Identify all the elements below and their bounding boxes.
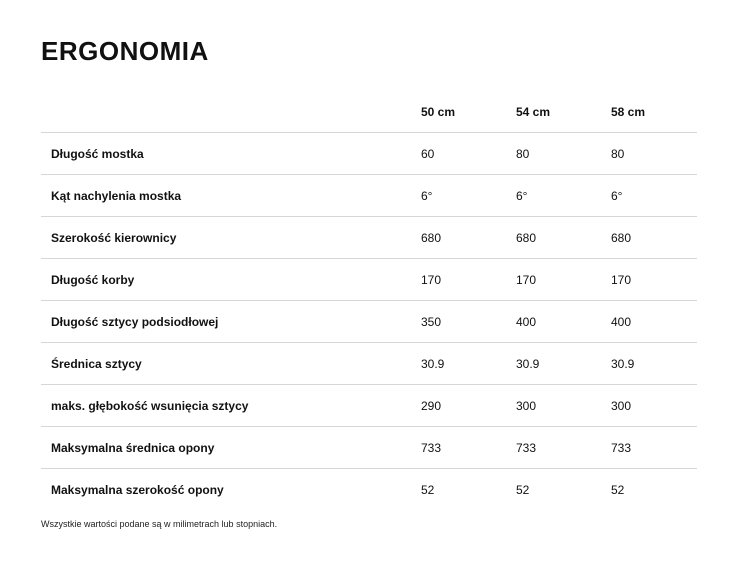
cell-value: 680 xyxy=(506,217,601,259)
cell-value: 30.9 xyxy=(601,343,697,385)
column-header-size: 58 cm xyxy=(601,92,697,133)
cell-value: 6° xyxy=(411,175,506,217)
row-label: Długość mostka xyxy=(41,133,411,175)
table-header-row xyxy=(41,92,697,133)
cell-value: 300 xyxy=(601,385,697,427)
cell-value: 680 xyxy=(601,217,697,259)
cell-value: 30.9 xyxy=(411,343,506,385)
cell-value: 6° xyxy=(506,175,601,217)
row-label: Maksymalna średnica opony xyxy=(41,427,411,469)
table-row xyxy=(41,301,697,343)
cell-value: 80 xyxy=(506,133,601,175)
cell-value: 60 xyxy=(411,133,506,175)
cell-value: 733 xyxy=(601,427,697,469)
row-label: Kąt nachylenia mostka xyxy=(41,175,411,217)
column-header-label xyxy=(41,92,411,133)
cell-value: 170 xyxy=(506,259,601,301)
cell-value: 52 xyxy=(421,482,435,497)
cell-value: 680 xyxy=(411,217,506,259)
cell-value: 733 xyxy=(411,427,506,469)
cell-value: 80 xyxy=(601,133,697,175)
cell-value: 350 xyxy=(411,301,506,343)
cell-value: 170 xyxy=(601,259,697,301)
row-label: Długość sztycy podsiodłowej xyxy=(41,301,411,343)
cell-value: 400 xyxy=(601,301,697,343)
cell-value: 170 xyxy=(411,259,506,301)
column-header-size: 50 cm xyxy=(411,92,506,133)
cell-value: 52 xyxy=(611,482,625,497)
cell-value: 400 xyxy=(506,301,601,343)
row-label: Średnica sztycy xyxy=(41,343,411,385)
cell-value: 733 xyxy=(506,427,601,469)
table-row xyxy=(41,427,697,469)
row-label: maks. głębokość wsunięcia sztycy xyxy=(41,385,411,427)
table-row xyxy=(41,133,697,175)
cell-value: 300 xyxy=(506,385,601,427)
cell-value: 290 xyxy=(411,385,506,427)
table-row xyxy=(41,259,697,301)
table-row xyxy=(41,175,697,217)
row-label: Szerokość kierownicy xyxy=(41,217,411,259)
table-row xyxy=(41,217,697,259)
row-label: Maksymalna szerokość opony xyxy=(51,482,224,497)
cell-value: 52 xyxy=(516,482,530,497)
ergonomics-table xyxy=(41,92,697,510)
footnote: Wszystkie wartości podane są w milimetrach lub stopniach. xyxy=(41,519,278,529)
section-title: ERGONOMIA xyxy=(41,36,209,66)
row-label: Długość korby xyxy=(41,259,411,301)
column-header-size: 54 cm xyxy=(506,92,601,133)
cell-value: 30.9 xyxy=(506,343,601,385)
table-row xyxy=(41,469,697,511)
cell-value: 6° xyxy=(601,175,697,217)
table-row xyxy=(41,385,697,427)
table-row xyxy=(41,343,697,385)
